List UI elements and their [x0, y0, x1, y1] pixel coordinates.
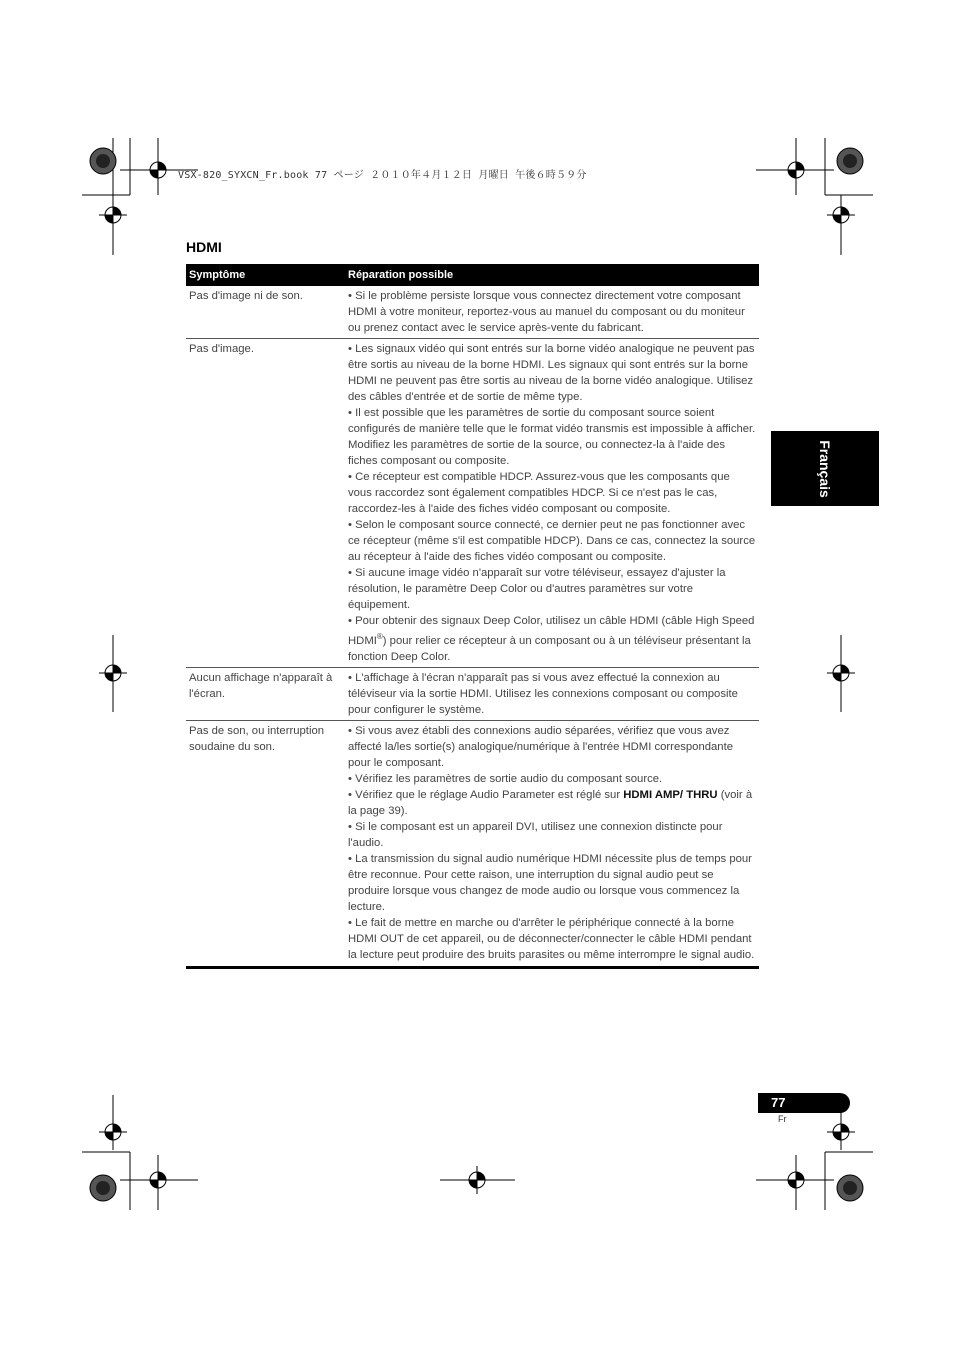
- remedy-item: • Si aucune image vidéo n'apparaît sur votre téléviseur, essayez d'ajuster la résolution, le paramètre Deep Color ou d'autres paramètres sur votre équipement.: [348, 567, 726, 611]
- remedy-item: [348, 613, 756, 665]
- remedy-cell: [345, 286, 759, 339]
- table-row: [186, 286, 759, 339]
- page-number: 77: [771, 1095, 786, 1110]
- remedy-item: • L'affichage à l'écran n'apparaît pas si vous avez effectué la connexion au téléviseur via la sortie HDMI. Utilisez les connexions composant ou composite pour configurer le système.: [348, 671, 738, 716]
- remedy-text: (voir à la page 39).: [348, 788, 753, 817]
- remedy-item: • Il est possible que les paramètres de sortie du composant source soient configurés de manière telle que le format vidéo transmis est impossible à afficher. Modifiez les paramètres de sortie de la source, ou connectez-la à l'aide des fiches composant ou composite.: [348, 407, 756, 467]
- remedy-item: • Si vous avez établi des connexions audio séparées, vérifiez que vous avez affecté la/les sortie(s) analogique/numérique à l'entrée HDMI correspondante pour le composant.: [348, 724, 733, 769]
- table-row: [186, 339, 759, 668]
- remedy-cell: [345, 667, 759, 720]
- remedy-text: • Pour obtenir des signaux Deep Color, utilisez un câble HDMI (câble High Speed HDMI: [348, 615, 755, 647]
- page-language: Fr: [778, 1114, 787, 1124]
- symptom-cell: Pas d'image.: [186, 339, 345, 668]
- remedy-item: • Si le composant est un appareil DVI, utilisez une connexion distincte pour l'audio.: [348, 820, 723, 849]
- setting-name: HDMI AMP/ THRU: [623, 788, 718, 801]
- page-number-badge: [758, 1093, 850, 1113]
- symptom-cell: Pas de son, ou interruption soudaine du son.: [186, 720, 345, 967]
- language-tab: [771, 431, 879, 506]
- remedy-item: • Selon le composant source connecté, ce dernier peut ne pas fonctionner avec ce récepteur (même s'il est compatible HDCP). Dans ce cas, connectez la source au récepteur à l'aide des fiches vidéo composant ou composite.: [348, 519, 756, 563]
- section-title: HDMI: [186, 239, 222, 255]
- troubleshooting-table: [186, 264, 759, 969]
- remedy-item: • Vérifiez les paramètres de sortie audio du composant source.: [348, 772, 663, 785]
- remedy-item: [348, 787, 756, 819]
- remedy-cell: [345, 720, 759, 967]
- table-row: [186, 720, 759, 967]
- remedy-item: • Le fait de mettre en marche ou d'arrêter le périphérique connecté à la borne HDMI OUT de cet appareil, ou de déconnecter/connecter le câble HDMI pendant la lecture peut produire des bruits parasites ou même interrompre le signal audio.: [348, 916, 755, 961]
- remedy-cell: [345, 339, 759, 668]
- registered-mark: ®: [376, 632, 383, 641]
- remedy-item: • La transmission du signal audio numérique HDMI nécessite plus de temps pour être reconnue. Pour cette raison, une interruption du signal audio peut se produire lorsque vous changez de mode audio ou lorsque vous commencez la lecture.: [348, 852, 752, 913]
- symptom-cell: Aucun affichage n'apparaît à l'écran.: [186, 667, 345, 720]
- remedy-item: • Les signaux vidéo qui sont entrés sur la borne vidéo analogique ne peuvent pas être sortis au niveau de la borne HDMI. Les signaux qui sont entrés sur la borne HDMI ne peuvent pas être sortis au niveau de la borne vidéo analogique. Utilisez des câbles d'entrée et de sortie de même type.: [348, 343, 755, 403]
- remedy-text: ) pour relier ce récepteur à un composant ou à un téléviseur présentant la fonction Deep Color.: [348, 634, 751, 663]
- column-header-remedy: Réparation possible: [345, 264, 759, 286]
- print-header: VSX-820_SYXCN_Fr.book 77 ページ ２０１０年４月１２日 月曜日 午後６時５９分: [178, 170, 587, 181]
- language-tab-label: Français: [817, 439, 833, 498]
- remedy-item: • Si le problème persiste lorsque vous connectez directement votre composant HDMI à votre moniteur, reportez-vous au manuel du composant ou du moniteur ou prenez contact avec le service après-vente du fabricant.: [348, 290, 745, 334]
- column-header-symptom: Symptôme: [186, 264, 345, 286]
- table-row: [186, 667, 759, 720]
- symptom-cell: Pas d'image ni de son.: [186, 286, 345, 339]
- table-header-row: [186, 264, 759, 286]
- remedy-item: • Ce récepteur est compatible HDCP. Assurez-vous que les composants que vous raccordez sont également compatibles HDCP. Si ce n'est pas le cas, raccordez-les à l'aide des fiches vidéo composant ou composite.: [348, 471, 730, 515]
- remedy-text: • Vérifiez que le réglage Audio Parameter est réglé sur: [348, 788, 624, 801]
